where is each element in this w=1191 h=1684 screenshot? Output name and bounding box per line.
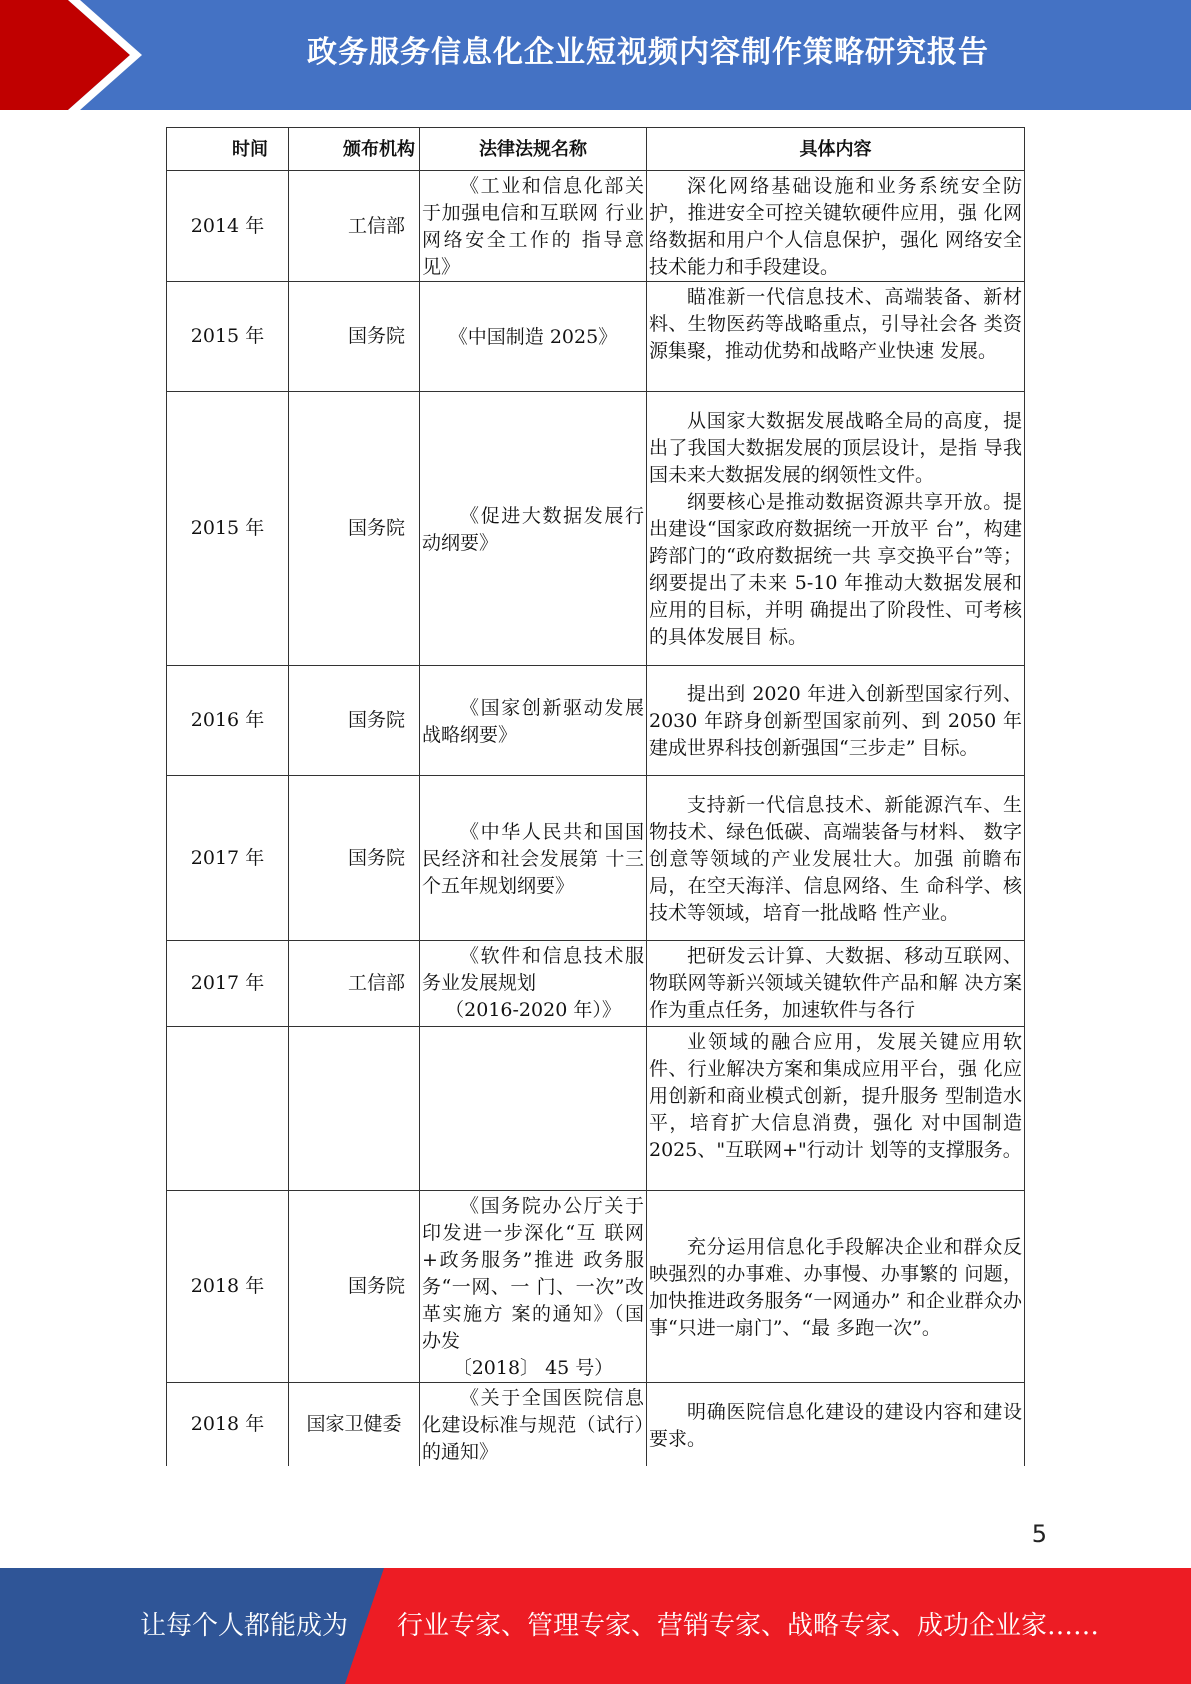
row-law [420, 666, 647, 776]
row-year: 2015 年 [167, 282, 289, 392]
table-row [167, 282, 1025, 392]
row-content [647, 1191, 1025, 1383]
content-text: 提出到 2020 年进入创新型国家行列、2030 年跻身创新型国家前列、到 2050 年建成世界科技创新强国“三步走” 目标。 [649, 683, 1022, 759]
row-law [420, 392, 647, 666]
policy-table-container [166, 127, 1024, 1466]
row-content [647, 1027, 1025, 1191]
row-year: 2015 年 [167, 392, 289, 666]
page-header [0, 0, 1191, 110]
table-row [167, 666, 1025, 776]
row-law [420, 1027, 647, 1191]
row-org: 国务院 [289, 776, 420, 941]
row-year: 2018 年 [167, 1383, 289, 1467]
table-row [167, 1191, 1025, 1383]
law-text: 《关于全国医院信息化建设标准与规范（试行）的通知》 [422, 1387, 644, 1463]
footer-slogan-left: 让每个人都能成为 [140, 1611, 349, 1641]
row-law [420, 1383, 647, 1467]
table-header-row [167, 128, 1025, 171]
content-text: 业领域的融合应用，发展关键应用软件、行业解决方案和集成应用平台，强 化应用创新和商业模式创新，提升服务 型制造水平，培育扩大信息消费，强化 对中国制造 2025、"互联网+"行动计 划等的支撑服务。 [649, 1031, 1022, 1161]
row-content [647, 171, 1025, 282]
law-text: 〔2018〕 45 号） [452, 1357, 614, 1379]
row-org: 工信部 [289, 171, 420, 282]
row-law [420, 941, 647, 1027]
row-content [647, 941, 1025, 1027]
law-text: 《软件和信息技术服务业发展规划 [422, 945, 644, 994]
law-text: 《工业和信息化部关于加强电信和互联网 行业网络安全工作的 指导意见》 [422, 175, 644, 278]
row-content [647, 666, 1025, 776]
col-header-org: 颁布机构 [289, 128, 420, 171]
report-title: 政务服务信息化企业短视频内容制作策略研究报告 [307, 35, 989, 70]
row-content [647, 282, 1025, 392]
row-content [647, 776, 1025, 941]
law-text: （2016-2020 年）》 [445, 999, 621, 1021]
row-law [420, 171, 647, 282]
row-year: 2014 年 [167, 171, 289, 282]
row-year: 2016 年 [167, 666, 289, 776]
page-footer [0, 1568, 1191, 1684]
law-text: 《国家创新驱动发展战略纲要》 [422, 696, 644, 746]
content-text: 充分运用信息化手段解决企业和群众反映强烈的办事难、办事慢、办事繁的 问题，加快推进政务服务“一网通办” 和企业群众办事“只进一扇门”、“最 多跑一次”。 [649, 1235, 1022, 1339]
table-row [167, 941, 1025, 1027]
row-content [647, 392, 1025, 666]
table-row [167, 171, 1025, 282]
row-org: 国务院 [289, 666, 420, 776]
content-text: 深化网络基础设施和业务系统安全防护，推进安全可控关键软硬件应用，强 化网络数据和用户个人信息保护，强化 网络安全技术能力和手段建设。 [649, 175, 1022, 278]
row-org [289, 1027, 420, 1191]
header-arrow-decoration [0, 0, 150, 110]
content-text: 从国家大数据发展战略全局的高度，提出了我国大数据发展的顶层设计，是指 导我国未来大数据发展的纲领性文件。 [649, 410, 1022, 486]
table-row [167, 392, 1025, 666]
table-row [167, 776, 1025, 941]
policy-table [166, 127, 1025, 1466]
row-org: 国务院 [289, 392, 420, 666]
law-text: 《国务院办公厅关于印发进一步深化“互 联网+政务服务”推进 政务服务“一网、一 门、一次”改革实施方 案的通知》（国办发 [422, 1195, 644, 1352]
row-law [420, 1191, 647, 1383]
table-row [167, 1027, 1025, 1191]
page-number: 5 [1031, 1520, 1047, 1548]
row-law [420, 282, 647, 392]
row-org: 国务院 [289, 282, 420, 392]
col-header-time: 时间 [167, 128, 289, 171]
row-law [420, 776, 647, 941]
row-org: 国务院 [289, 1191, 420, 1383]
row-year: 2017 年 [167, 941, 289, 1027]
row-year [167, 1027, 289, 1191]
law-text: 《中华人民共和国国民经济和社会发展第 十三个五年规划纲要》 [422, 820, 644, 897]
content-text: 支持新一代信息技术、新能源汽车、生物技术、绿色低碳、高端装备与材料、 数字创意等领域的产业发展壮大。加强 前瞻布局，在空天海洋、信息网络、生 命科学、核技术等领域，培育一批战略 性产业。 [649, 793, 1022, 924]
row-year: 2017 年 [167, 776, 289, 941]
law-text: 《中国制造 2025》 [448, 326, 618, 348]
content-text: 明确医院信息化建设的建设内容和建设要求。 [649, 1400, 1022, 1450]
col-header-content: 具体内容 [647, 128, 1025, 171]
content-text: 纲要核心是推动数据资源共享开放。提出建设“国家政府数据统一开放平 台”，构建跨部门的“政府数据统一共 享交换平台”等；纲要提出了未来 5-10 年推动大数据发展和应用的目标，并明 确提出了阶段性、可考核的具体发展目 标。 [649, 491, 1022, 648]
footer-slogan-right: 行业专家、管理专家、营销专家、战略专家、成功企业家…… [397, 1611, 1100, 1641]
content-text: 把研发云计算、大数据、移动互联网、物联网等新兴领域关键软件产品和解 决方案作为重点任务，加速软件与各行 [649, 945, 1022, 1021]
content-text: 瞄准新一代信息技术、高端装备、新材料、生物医药等战略重点，引导社会各 类资源集聚，推动优势和战略产业快速 发展。 [649, 286, 1022, 362]
row-content [647, 1383, 1025, 1467]
law-text: 《促进大数据发展行动纲要》 [422, 504, 644, 554]
row-org: 工信部 [289, 941, 420, 1027]
row-year: 2018 年 [167, 1191, 289, 1383]
table-row [167, 1383, 1025, 1467]
col-header-law: 法律法规名称 [420, 128, 647, 171]
row-org: 国家卫健委 [289, 1383, 420, 1467]
